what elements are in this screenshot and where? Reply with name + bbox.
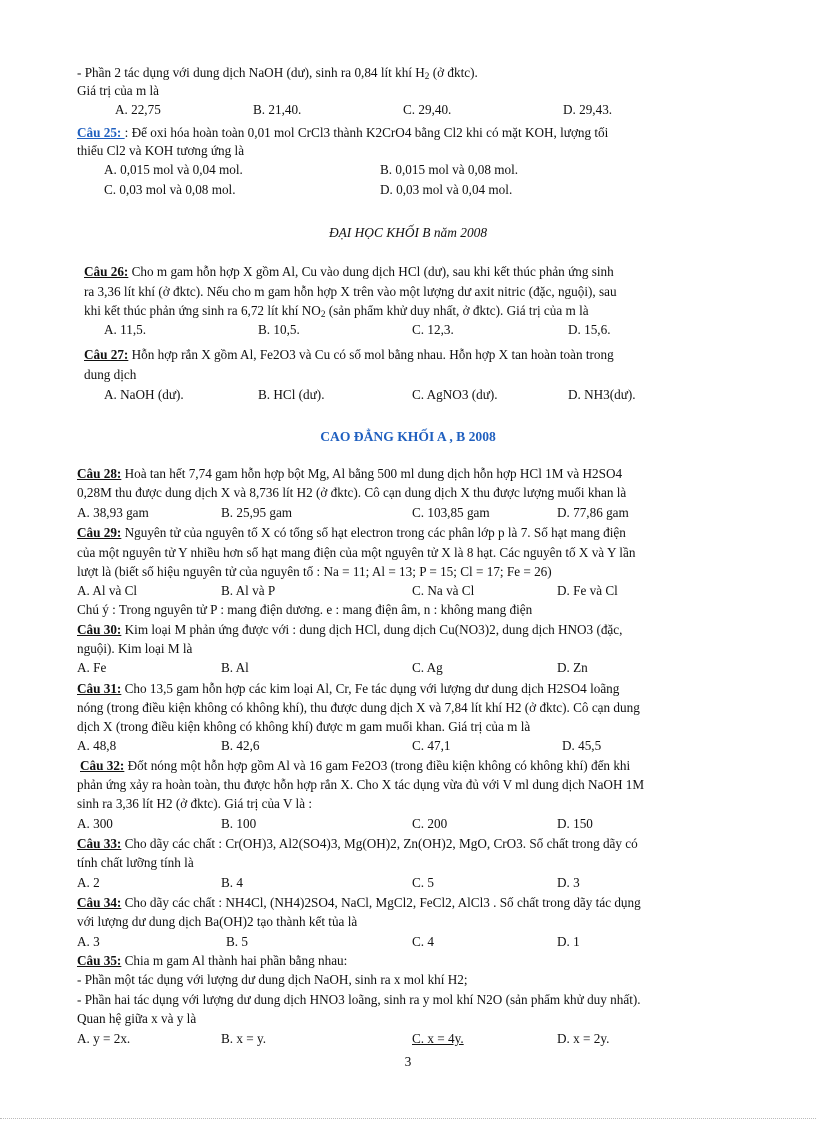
option-d: D. 77,86 gam — [557, 505, 629, 520]
question-26-cont: khi kết thúc phản ứng sinh ra 6,72 lít khí $NO_2$ (sản phẩm khử duy nhất, ở đktc). Giá trị của m là — [84, 303, 589, 319]
option-d: D. 0,03 mol và 0,04 mol. — [380, 182, 513, 197]
option-a: A. 11,5. — [104, 322, 147, 337]
option-b: B. 42,6 — [221, 738, 260, 753]
option-c-correct: C. x = 4y. — [412, 1031, 464, 1046]
question-32-cont: phản ứng xảy ra hoàn toàn, thu được hỗn hợp rắn X. Cho X tác dụng vừa đủ với V ml dung dịch NaOH 1M — [77, 777, 645, 792]
option-b: B. 21,40. — [253, 102, 302, 117]
option-b: B. 10,5. — [258, 322, 300, 337]
option-b: B. Al và P — [221, 583, 276, 598]
question-29-cont: lượt là (biết số hiệu nguyên tử của nguyên tố : Na = 11; Al = 13; P = 15; Cl = 17; Fe = 26) — [77, 564, 552, 579]
question-29: Câu 29: Nguyên tử của nguyên tố X có tổng số hạt electron trong các phân lớp p là 7. Số hạt mang điện — [77, 525, 626, 540]
option-a: A. 22,75 — [115, 102, 161, 117]
option-a: A. 38,93 gam — [77, 505, 149, 520]
option-c: C. 200 — [412, 816, 448, 831]
option-d: D. Zn — [557, 660, 588, 675]
option-b: B. 100 — [221, 816, 257, 831]
option-a: A. 0,015 mol và 0,04 mol. — [104, 162, 243, 177]
question-label: Câu 31: — [77, 681, 122, 696]
option-d: D. NH3(dư). — [568, 387, 636, 402]
page-bottom-divider — [0, 1118, 816, 1119]
question-25-cont: thiểu Cl2 và KOH tương ứng là — [77, 143, 245, 158]
question-label: Câu 29: — [77, 525, 122, 540]
option-a: A. 48,8 — [77, 738, 117, 753]
option-a: A. NaOH (dư). — [104, 387, 184, 402]
question-label: Câu 27: — [84, 347, 129, 362]
option-c: C. Na và Cl — [412, 583, 475, 598]
option-d: D. 45,5 — [562, 738, 602, 753]
question-label: Câu 34: — [77, 895, 122, 910]
question-34: Câu 34: Cho dãy các chất : NH4Cl, (NH4)2SO4, NaCl, MgCl2, FeCl2, AlCl3 . Số chất trong dãy tác dụng — [77, 895, 641, 910]
question-28: Câu 28: Hoà tan hết 7,74 gam hỗn hợp bột Mg, Al bằng 500 ml dung dịch hỗn hợp HCl 1M và H2SO4 — [77, 466, 623, 481]
option-c: C. 103,85 gam — [412, 505, 490, 520]
question-35-cont: - Phần hai tác dụng với lượng dư dung dịch HNO3 loãng, sinh ra y mol khí N2O (sản phẩm khử duy nhất). — [77, 992, 641, 1007]
option-c: C. 29,40. — [403, 102, 452, 117]
option-b: B. HCl (dư). — [258, 387, 325, 402]
option-d: D. 29,43. — [563, 102, 613, 117]
part2-line: - Phần 2 tác dụng với dung dịch NaOH (dư), sinh ra 0,84 lít khí $H_2$ (ở đktc). — [77, 65, 478, 81]
question-31: Câu 31: Cho 13,5 gam hỗn hợp các kim loại Al, Cr, Fe tác dụng với lượng dư dung dịch H2SO4 loãng — [77, 681, 620, 696]
question-label: Câu 30: — [77, 622, 122, 637]
option-c: C. Ag — [412, 660, 443, 675]
option-b: B. 4 — [221, 875, 243, 890]
question-30: Câu 30: Kim loại M phản ứng được với : dung dịch HCl, dung dịch Cu(NO3)2, dung dịch HNO3 (đặc, — [77, 622, 623, 637]
option-c: C. AgNO3 (dư). — [412, 387, 498, 402]
question-label: Câu 26: — [84, 264, 129, 279]
note-line: Chú ý : Trong nguyên tử P : mang điện dương. e : mang điện âm, n : không mang điện — [77, 602, 533, 617]
question-35-cont: - Phần một tác dụng với lượng dư dung dịch NaOH, sinh ra x mol khí H2; — [77, 972, 468, 987]
option-a: A. y = 2x. — [77, 1031, 131, 1046]
question-34-cont: với lượng dư dung dịch Ba(OH)2 tạo thành kết tủa là — [77, 914, 358, 929]
option-d: D. Fe và Cl — [557, 583, 618, 598]
question-label: Câu 25: — [77, 125, 125, 140]
option-a: A. Fe — [77, 660, 107, 675]
question-31-cont: nóng (trong điều kiện không có không khí), thu được dung dịch X và 7,84 lít khí H2 (ở đktc). Cô cạn dung — [77, 700, 640, 715]
question-28-cont: 0,28M thu được dung dịch X và 8,736 lít H2 (ở đktc). Cô cạn dung dịch X thu được lượng muối khan là — [77, 485, 627, 500]
question-32-cont: sinh ra 3,36 lít H2 (ở đktc). Giá trị của V là : — [77, 796, 313, 811]
question-label: Câu 33: — [77, 836, 122, 851]
question-prompt: Giá trị của m là — [77, 83, 160, 98]
question-26: Câu 26: Cho m gam hỗn hợp X gồm Al, Cu vào dung dịch HCl (dư), sau khi kết thúc phản ứng sinh — [84, 264, 614, 279]
option-c: C. 12,3. — [412, 322, 454, 337]
option-a: A. 300 — [77, 816, 113, 831]
option-c: C. 0,03 mol và 0,08 mol. — [104, 182, 236, 197]
question-35: Câu 35: Chia m gam Al thành hai phần bằng nhau: — [77, 953, 348, 968]
option-c: C. 5 — [412, 875, 434, 890]
question-33-cont: tính chất lưỡng tính là — [77, 855, 194, 870]
section-heading-cao-dang: CAO ĐẲNG KHỐI A , B 2008 — [320, 429, 496, 444]
section-heading-dai-hoc: ĐẠI HỌC KHỐI B năm 2008 — [328, 225, 488, 240]
question-31-cont: dịch X (trong điều kiện không có không khí) được m gam muối khan. Giá trị của m là — [77, 719, 531, 734]
question-32: Câu 32: Đốt nóng một hỗn hợp gồm Al và 16 gam Fe2O3 (trong điều kiện không có không khí) đến khi — [80, 758, 631, 773]
option-c: C. 4 — [412, 934, 434, 949]
option-a: A. 2 — [77, 875, 100, 890]
option-b: B. 0,015 mol và 0,08 mol. — [380, 162, 519, 177]
option-d: D. 150 — [557, 816, 593, 831]
question-27: Câu 27: Hỗn hợp rắn X gồm Al, Fe2O3 và Cu có số mol bằng nhau. Hỗn hợp X tan hoàn toàn trong — [84, 347, 614, 362]
option-b: B. x = y. — [221, 1031, 267, 1046]
option-b: B. 25,95 gam — [221, 505, 293, 520]
question-33: Câu 33: Cho dãy các chất : Cr(OH)3, Al2(SO4)3, Mg(OH)2, Zn(OH)2, MgO, CrO3. Số chất trong dãy có — [77, 836, 638, 851]
question-25: Câu 25: : Để oxi hóa hoàn toàn 0,01 mol CrCl3 thành K2CrO4 bằng Cl2 khi có mặt KOH, lượng tối — [77, 125, 609, 140]
option-d: D. 3 — [557, 875, 580, 890]
option-c: C. 47,1 — [412, 738, 451, 753]
question-label: Câu 32: — [80, 758, 125, 773]
option-b: B. Al — [221, 660, 249, 675]
question-27-cont: dung dịch — [84, 367, 137, 382]
question-30-cont: nguội). Kim loại M là — [77, 641, 193, 656]
option-b: B. 5 — [226, 934, 248, 949]
option-a: A. 3 — [77, 934, 100, 949]
question-35-cont: Quan hệ giữa x và y là — [77, 1011, 197, 1026]
question-label: Câu 28: — [77, 466, 122, 481]
question-26-cont: ra 3,36 lít khí (ở đktc). Nếu cho m gam hỗn hợp X trên vào một lượng dư axit nitric (đặc, nguội), sau — [84, 284, 617, 299]
option-d: D. 1 — [557, 934, 580, 949]
question-29-cont: của một nguyên tử Y nhiều hơn số hạt mang điện của một nguyên tử X là 8 hạt. Các nguyên tố X và Y lần — [77, 545, 636, 560]
option-a: A. Al và Cl — [77, 583, 138, 598]
question-label: Câu 35: — [77, 953, 122, 968]
page-number: 3 — [404, 1054, 412, 1069]
option-d: D. x = 2y. — [557, 1031, 610, 1046]
option-d: D. 15,6. — [568, 322, 611, 337]
